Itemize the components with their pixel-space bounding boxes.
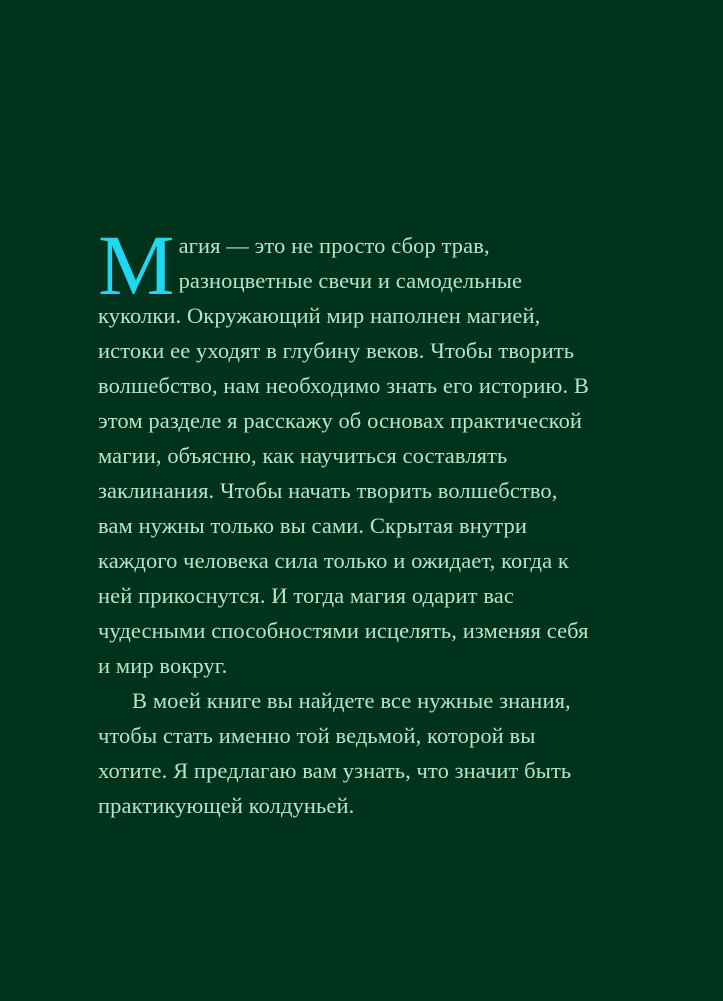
drop-cap-letter: М bbox=[98, 217, 175, 313]
paragraph-two: В моей книге вы найдете все нужные знания, чтобы стать именно той ведьмой, которой вы хотите. Я предлагаю вам узнать, что значит быть практикующей колдуньей. bbox=[98, 688, 572, 818]
page-text-block bbox=[98, 217, 598, 823]
paragraph-one bbox=[98, 217, 598, 683]
paragraph-one-text: агия — это не просто сбор трав, разноцветные свечи и самодельные куколки. Окружающий мир наполнен магией, истоки ее уходят в глубину веков. Чтобы творить волшебство, нам необходимо знать его историю. В этом разделе я расскажу об основах практической магии, объясню, как научиться составлять заклинания. Чтобы начать творить волшебство, вам нужны только вы сами. Скрытая внутри каждого человека сила только и ожидает, когда к ней прикоснутся. И тогда магия одарит вас чудесными способностями исцелять, изменяя себя и мир вокруг. bbox=[98, 233, 590, 678]
